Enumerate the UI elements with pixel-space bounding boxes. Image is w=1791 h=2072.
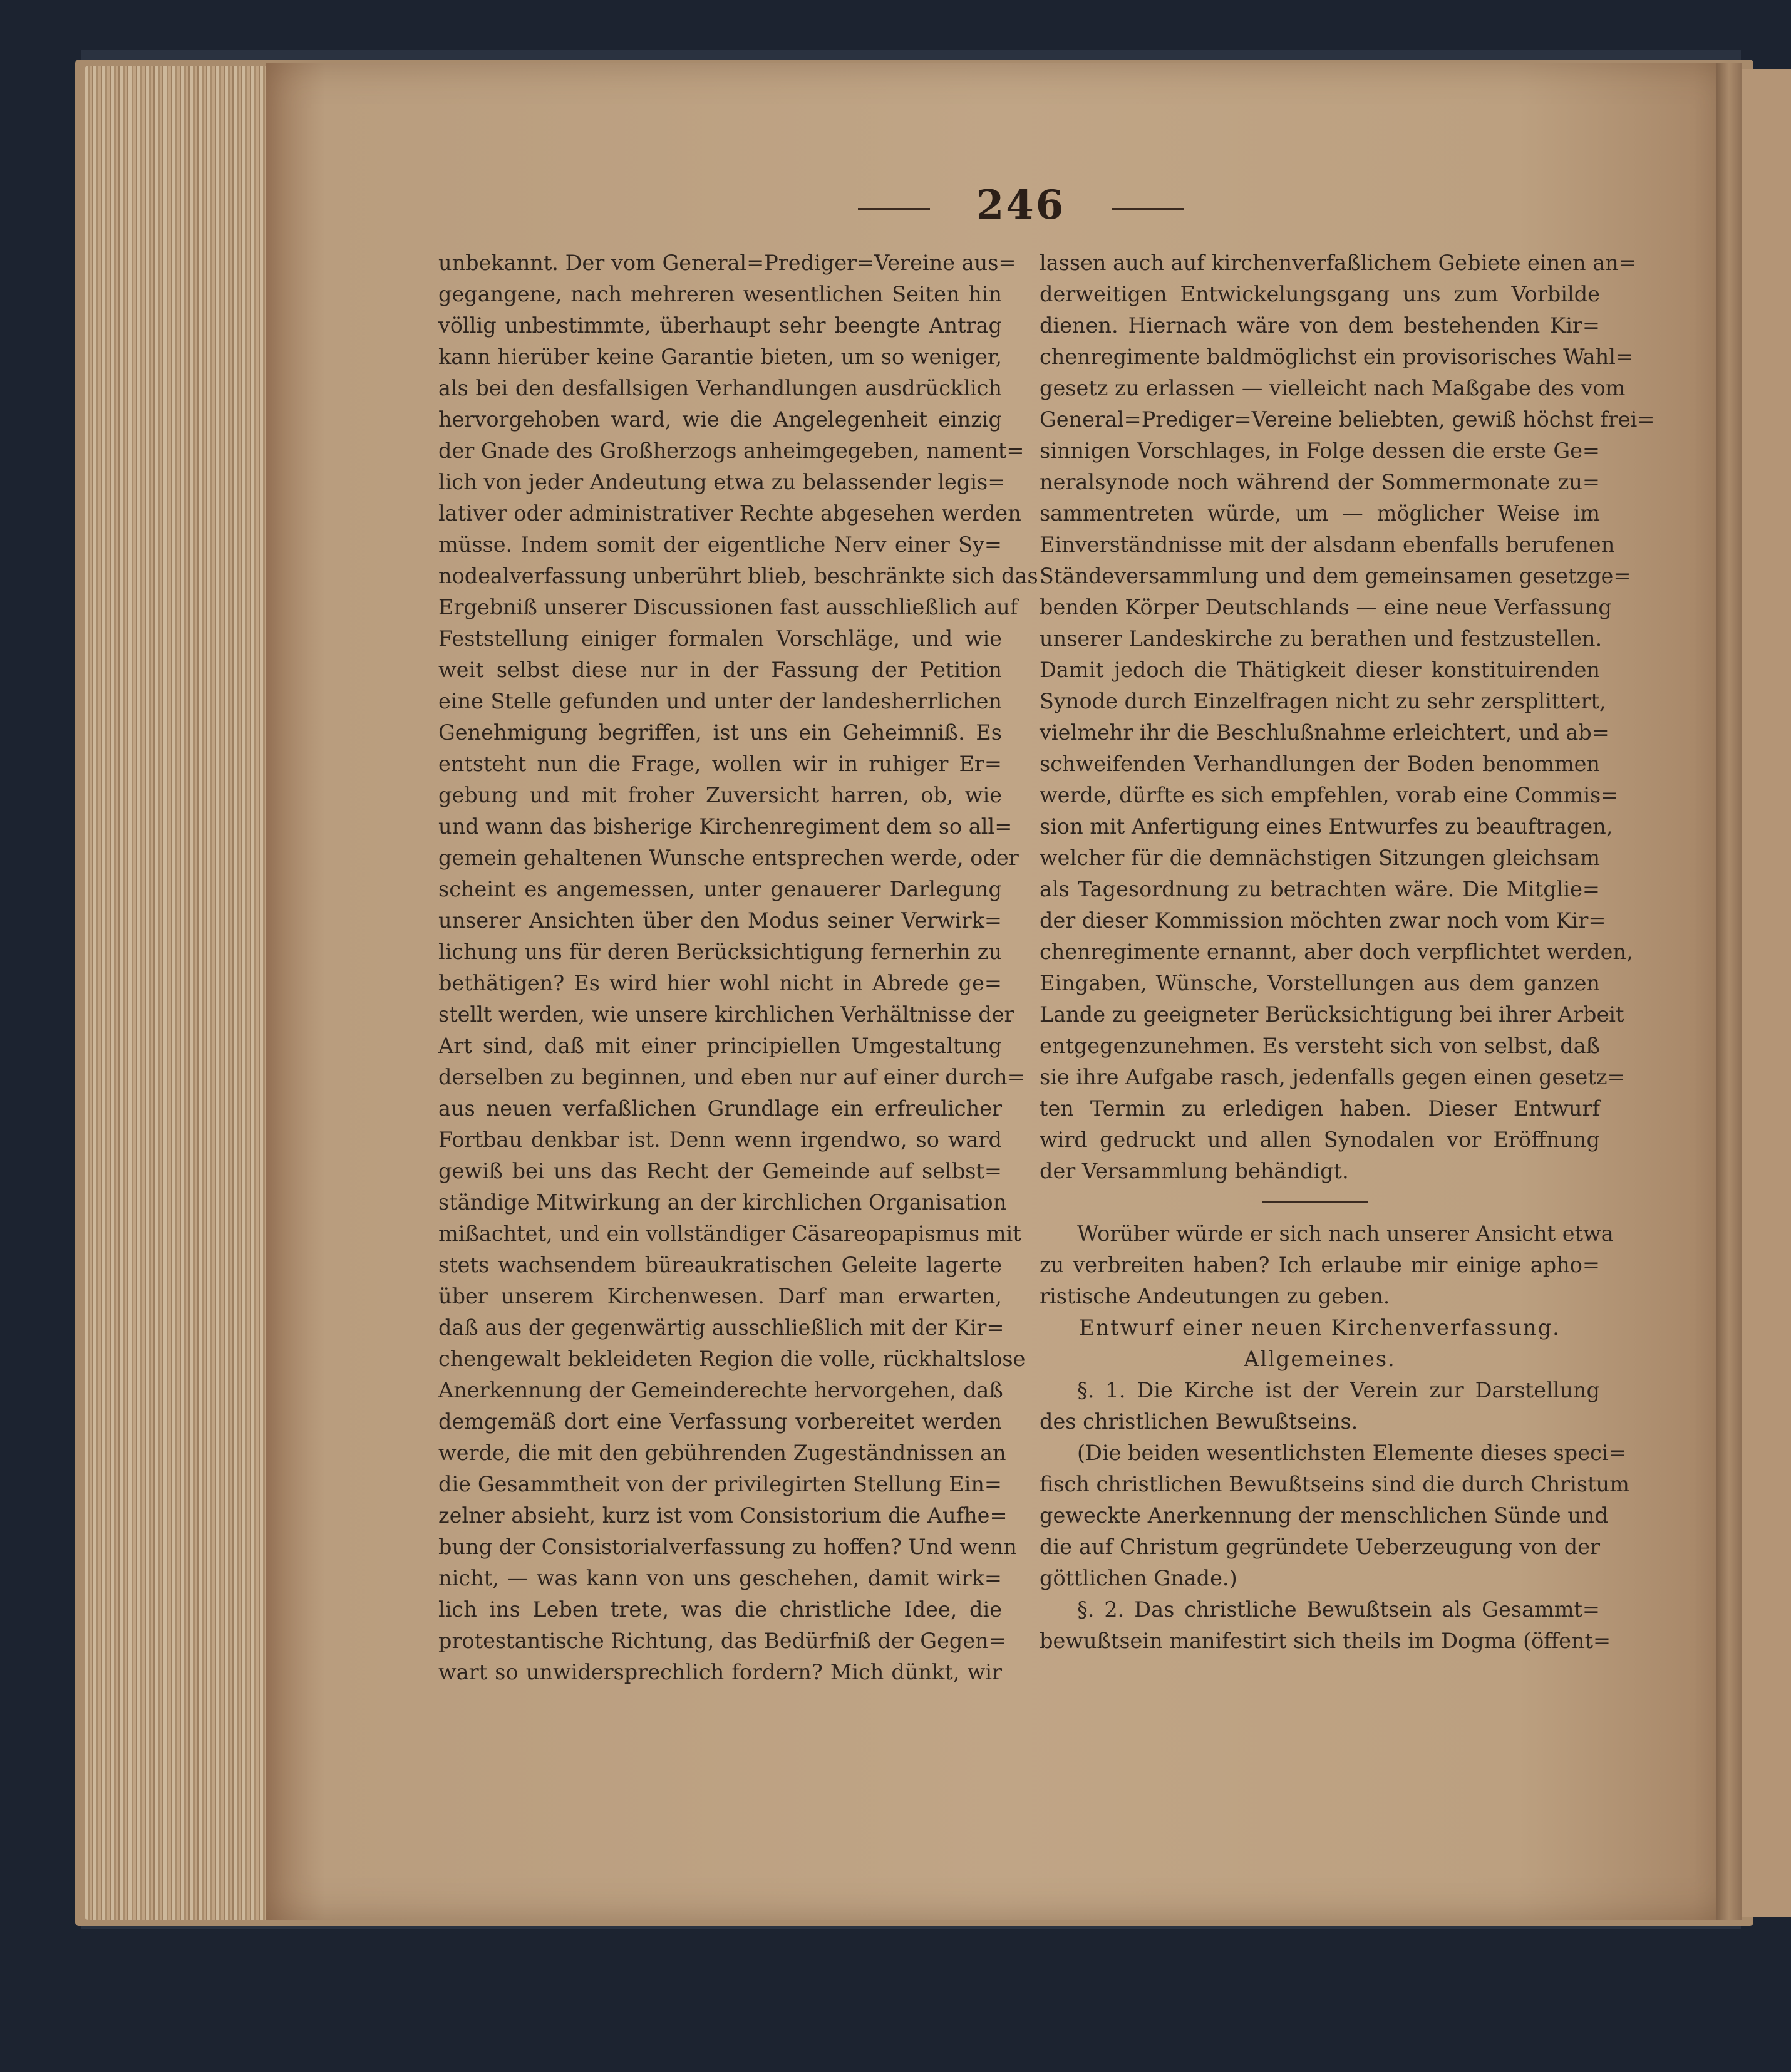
- text-line: Eingaben, Wünsche, Vorstellungen aus dem ganzen: [1040, 971, 1600, 995]
- text-line: wird gedruckt und allen Synodalen vor Eröffnung: [1040, 1127, 1600, 1152]
- text-line: gegangene, nach mehreren wesentlichen Seiten hin: [438, 282, 1002, 306]
- text-line: Damit jedoch die Thätigkeit dieser konstituirenden: [1040, 658, 1600, 682]
- text-line: stets wachsendem büreaukratischen Geleite lagerte: [438, 1253, 1002, 1277]
- text-line: ristische Andeutungen zu geben.: [1040, 1284, 1390, 1308]
- text-line: chengewalt bekleideten Region die volle, rückhaltslose: [438, 1347, 1026, 1371]
- text-line: entsteht nun die Frage, wollen wir in ruhiger Er=: [438, 752, 1002, 776]
- text-line: sammentreten würde, um — möglicher Weise im: [1040, 501, 1600, 526]
- text-line: als bei den desfallsigen Verhandlungen ausdrücklich: [438, 376, 1002, 400]
- text-line: lativer oder administrativer Rechte abgesehen werden: [438, 501, 1021, 526]
- text-line: daß aus der gegenwärtig ausschließlich mit der Kir=: [438, 1315, 1004, 1340]
- text-line: nodealverfassung unberührt blieb, beschränkte sich das: [438, 564, 1038, 588]
- header-rule-right: [1112, 208, 1184, 210]
- text-line: dienen. Hiernach wäre von dem bestehenden Kir=: [1040, 313, 1600, 338]
- page-number: 246: [976, 182, 1066, 229]
- text-line: weit selbst diese nur in der Fassung der Petition: [438, 658, 1002, 682]
- text-line: völlig unbestimmte, überhaupt sehr beengte Antrag: [438, 313, 1002, 338]
- text-line: Worüber würde er sich nach unserer Ansicht etwa: [1077, 1221, 1614, 1246]
- text-line: lichung uns für deren Berücksichtigung fernerhin zu: [438, 940, 1002, 964]
- text-line: der Versammlung behändigt.: [1040, 1159, 1349, 1183]
- text-line: des christlichen Bewußtseins.: [1040, 1409, 1358, 1434]
- text-line: geweckte Anerkennung der menschlichen Sünde und: [1040, 1503, 1608, 1528]
- text-line: bung der Consistorialverfassung zu hoffen? Und wenn: [438, 1535, 1017, 1559]
- text-line: werde, dürfte es sich empfehlen, vorab eine Commis=: [1040, 783, 1619, 807]
- text-line: welcher für die demnächstigen Sitzungen gleichsam: [1040, 846, 1600, 870]
- section-title: Entwurf einer neuen Kirchenverfassung.: [1079, 1315, 1561, 1340]
- text-line: nicht, — was kann von uns geschehen, damit wirk=: [438, 1566, 1002, 1590]
- text-line: General=Prediger=Vereine beliebten, gewiß höchst frei=: [1040, 407, 1655, 432]
- text-line: gesetz zu erlassen — vielleicht nach Maßgabe des vom: [1040, 376, 1626, 400]
- section-divider: [1040, 1187, 1600, 1218]
- text-line: §. 1. Die Kirche ist der Verein zur Darstellung: [1077, 1378, 1600, 1402]
- text-line: benden Körper Deutschlands — eine neue Verfassung: [1040, 595, 1612, 619]
- facing-page-edge: [1742, 69, 1791, 1917]
- text-line: sie ihre Aufgabe rasch, jedenfalls gegen einen gesetz=: [1040, 1065, 1625, 1089]
- text-line: sion mit Anfertigung eines Entwurfes zu beauftragen,: [1040, 814, 1613, 839]
- text-line: unserer Landeskirche zu berathen und festzustellen.: [1040, 626, 1603, 651]
- subsection-title: Allgemeines.: [1244, 1347, 1396, 1371]
- text-line: fisch christlichen Bewußtseins sind die durch Christum: [1040, 1472, 1629, 1496]
- text-line: Feststellung einiger formalen Vorschläge, und wie: [438, 626, 1002, 651]
- text-line: Anerkennung der Gemeinderechte hervorgehen, daß: [438, 1378, 1003, 1402]
- text-line: Fortbau denkbar ist. Denn wenn irgendwo, so ward: [438, 1127, 1002, 1152]
- text-line: unserer Ansichten über den Modus seiner Verwirk=: [438, 908, 1002, 933]
- text-line: Ergebniß unserer Discussionen fast ausschließlich auf: [438, 595, 1018, 619]
- text-line: entgegenzunehmen. Es versteht sich von selbst, daß: [1040, 1033, 1600, 1058]
- text-line: die Gesammtheit von der privilegirten Stellung Ein=: [438, 1472, 1002, 1496]
- text-line: neralsynode noch während der Sommermonate zu=: [1040, 470, 1600, 494]
- text-line: kann hierüber keine Garantie bieten, um so weniger,: [438, 344, 1002, 369]
- text-line: protestantische Richtung, das Bedürfniß der Gegen=: [438, 1629, 1006, 1653]
- right-paragraph-paragraphs: [1040, 1375, 1629, 1657]
- text-line: lich ins Leben trete, was die christliche Idee, die: [438, 1597, 1002, 1622]
- text-line: ständige Mitwirkung an der kirchlichen Organisation: [438, 1190, 1007, 1215]
- page-header: [858, 182, 1184, 232]
- text-line: Einverständnisse mit der alsdann ebenfalls berufenen: [1040, 532, 1615, 557]
- page-edges-stack: [85, 66, 272, 1920]
- text-line: Lande zu geeigneter Berücksichtigung bei ihrer Arbeit: [1040, 1002, 1624, 1027]
- text-line: müsse. Indem somit der eigentliche Nerv einer Sy=: [438, 532, 1002, 557]
- text-line: Art sind, daß mit einer principiellen Umgestaltung: [438, 1033, 1002, 1058]
- text-line: zelner absieht, kurz ist vom Consistorium die Aufhe=: [438, 1503, 1008, 1528]
- text-line: zu verbreiten haben? Ich erlaube mir einige apho=: [1040, 1253, 1600, 1277]
- text-line: demgemäß dort eine Verfassung vorbereitet werden: [438, 1409, 1002, 1434]
- text-line: chenregimente ernannt, aber doch verpflichtet werden,: [1040, 940, 1633, 964]
- text-line: (Die beiden wesentlichsten Elemente dieses speci=: [1077, 1441, 1626, 1465]
- text-line: wart so unwidersprechlich fordern? Mich dünkt, wir: [438, 1660, 1002, 1684]
- text-line: göttlichen Gnade.): [1040, 1566, 1237, 1590]
- text-line: §. 2. Das christliche Bewußtsein als Gesammt=: [1077, 1597, 1600, 1622]
- text-line: der Gnade des Großherzogs anheimgegeben, nament=: [438, 438, 1025, 463]
- text-line: gebung und mit froher Zuversicht harren, ob, wie: [438, 783, 1002, 807]
- text-line: der dieser Kommission möchten zwar noch vom Kir=: [1040, 908, 1606, 933]
- text-line: als Tagesordnung zu betrachten wäre. Die Mitglie=: [1040, 877, 1600, 901]
- text-line: Genehmigung begriffen, ist uns ein Geheimniß. Es: [438, 720, 1002, 745]
- text-line: aus neuen verfaßlichen Grundlage ein erfreulicher: [438, 1096, 1002, 1121]
- right-text-column: [1040, 247, 1655, 1657]
- text-line: über unserem Kirchenwesen. Darf man erwarten,: [438, 1284, 1002, 1308]
- text-line: stellt werden, wie unsere kirchlichen Verhältnisse der: [438, 1002, 1014, 1027]
- text-line: vielmehr ihr die Beschlußnahme erleichtert, und ab=: [1040, 720, 1609, 745]
- text-line: und wann das bisherige Kirchenregiment dem so all=: [438, 814, 1013, 839]
- text-line: sinnigen Vorschlages, in Folge dessen die erste Ge=: [1040, 438, 1600, 463]
- text-line: schweifenden Verhandlungen der Boden benommen: [1040, 752, 1600, 776]
- text-line: gewiß bei uns das Recht der Gemeinde auf selbst=: [438, 1159, 1002, 1183]
- text-line: hervorgehoben ward, wie die Angelegenheit einzig: [438, 407, 1002, 432]
- text-line: derweitigen Entwickelungsgang uns zum Vorbilde: [1040, 282, 1600, 306]
- right-paragraph-intro: [1040, 1218, 1614, 1312]
- text-line: mißachtet, und ein vollständiger Cäsareopapismus mit: [438, 1221, 1021, 1246]
- left-text-column: [438, 247, 1038, 1688]
- text-line: lich von jeder Andeutung etwa zu belassender legis=: [438, 470, 1006, 494]
- text-line: Synode durch Einzelfragen nicht zu sehr zersplittert,: [1040, 689, 1606, 713]
- text-line: ten Termin zu erledigen haben. Dieser Entwurf: [1040, 1096, 1600, 1121]
- text-line: chenregimente baldmöglichst ein provisorisches Wahl=: [1040, 344, 1634, 369]
- text-line: bethätigen? Es wird hier wohl nicht in Abrede ge=: [438, 971, 1002, 995]
- text-line: Ständeversammlung und dem gemeinsamen gesetzge=: [1040, 564, 1631, 588]
- text-line: eine Stelle gefunden und unter der landesherrlichen: [438, 689, 1002, 713]
- text-line: unbekannt. Der vom General=Prediger=Vereine aus=: [438, 251, 1016, 275]
- text-line: gemein gehaltenen Wunsche entsprechen werde, oder: [438, 846, 1019, 870]
- text-line: scheint es angemessen, unter genauerer Darlegung: [438, 877, 1002, 901]
- text-line: werde, die mit den gebührenden Zugeständnissen an: [438, 1441, 1006, 1465]
- text-line: die auf Christum gegründete Ueberzeugung von der: [1040, 1535, 1600, 1559]
- text-line: bewußtsein manifestirt sich theils im Dogma (öffent=: [1040, 1629, 1611, 1653]
- text-line: derselben zu beginnen, und eben nur auf einer durch=: [438, 1065, 1025, 1089]
- text-line: lassen auch auf kirchenverfaßlichem Gebiete einen an=: [1040, 251, 1636, 275]
- book-gutter: [1716, 63, 1742, 1920]
- right-paragraph-proposal: [1040, 247, 1655, 1187]
